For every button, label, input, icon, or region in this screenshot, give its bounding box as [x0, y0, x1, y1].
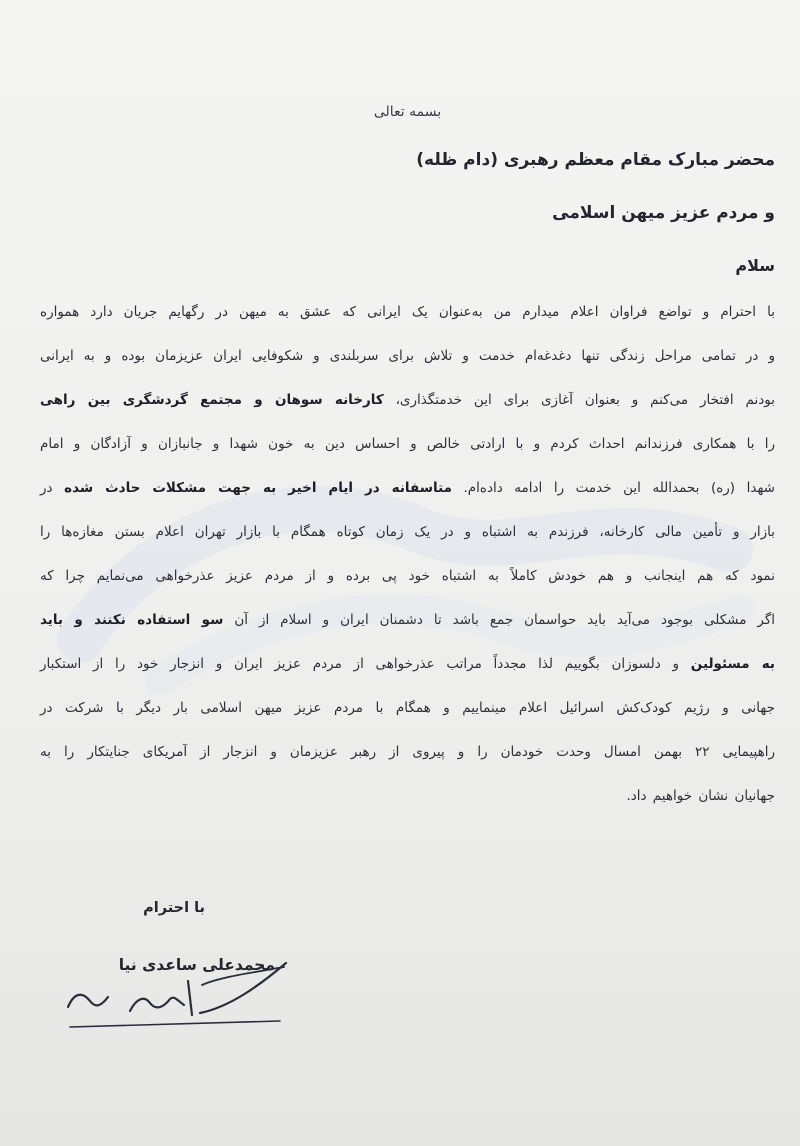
- closing-phrase: با احترام: [143, 900, 205, 916]
- text-line-10: جهانی و رژیم کودک‌کش اسرائیل اعلام مینماییم و همگام با مردم عزیز میهن اسلامی بار دیگر با شرکت در: [40, 700, 775, 716]
- letter-paragraph: [40, 296, 775, 824]
- bismillah-heading: بسمه تعالی: [373, 104, 442, 120]
- text-line-2: و در تمامی مراحل زندگی تنها دغدغه‌ام خدمت و تلاش برای سربلندی و شکوفایی ایران عزیزمان بوده و به ایرانی: [40, 348, 775, 364]
- text-line-5-a: شهدا (ره) بحمدالله این خدمت را ادامه داده‌ام.: [463, 480, 775, 496]
- handwritten-signature: [60, 955, 295, 1045]
- text-line-11: راهپیمایی ۲۲ بهمن امسال وحدت خودمان را و پیروی از رهبر عزیزمان و انزجار از آمریکای جنایتکار را به: [40, 744, 775, 760]
- text-line-3-bold: کارخانه سوهان و مجتمع گردشگری بین راهی: [40, 392, 384, 408]
- text-line-1: با احترام و تواضع فراوان اعلام میدارم من به‌عنوان یک ایرانی که عشق به میهن در رگهایم جریان دارد همواره: [40, 304, 775, 320]
- text-line-8-bold: سو استفاده نکنند و باید: [40, 612, 224, 628]
- signer-name: محمدعلی ساعدی نیا: [118, 956, 275, 974]
- text-line-5: [40, 472, 775, 516]
- text-line-9: [40, 648, 775, 692]
- text-line-6: بازار و تأمین مالی کارخانه، فرزندم به اشتباه و در یک زمان کوتاه همگام با بازار تهران اعلام بستن مغازه‌ها را: [40, 524, 775, 540]
- greeting: سلام: [735, 256, 775, 275]
- text-line-5-c: در: [40, 480, 53, 496]
- text-line-12: جهانیان نشان خواهیم داد.: [626, 788, 775, 804]
- text-line-9-bold: به مسئولین: [690, 656, 775, 672]
- text-line-7: نمود که هم اینجانب و هم خودش کاملاً به اشتباه خود پی برده و از مردم عزیز عذرخواهی می‌نمایم چرا که: [40, 568, 775, 584]
- text-line-8-a: اگر مشکلی بوجود می‌آید باید حواسمان جمع باشد تا دشمنان ایران و اسلام از آن: [234, 612, 776, 628]
- text-line-8: [40, 604, 775, 648]
- text-line-3: [40, 384, 775, 428]
- text-line-9-b: و دلسوزان بگوییم لذا مجدداً مراتب عذرخواهی از مردم عزیز ایران و انزجار خود را از استکبار: [40, 656, 680, 672]
- recipient-line-1: محضر مبارک مقام معظم رهبری (دام ظله): [416, 150, 775, 170]
- text-line-5-bold: متاسفانه در ایام اخیر به جهت مشکلات حادث شده: [64, 480, 452, 496]
- recipient-line-2: و مردم عزیز میهن اسلامی: [552, 203, 775, 223]
- text-line-4: را با همکاری فرزندانم احداث کردم و با ارادتی خالص و احساس دین به خون شهدا و جانبازان و آزادگان و امام: [40, 436, 775, 452]
- text-line-3-a: بودنم افتخار می‌کنم و بعنوان آغازی برای این خدمتگذاری،: [395, 392, 775, 408]
